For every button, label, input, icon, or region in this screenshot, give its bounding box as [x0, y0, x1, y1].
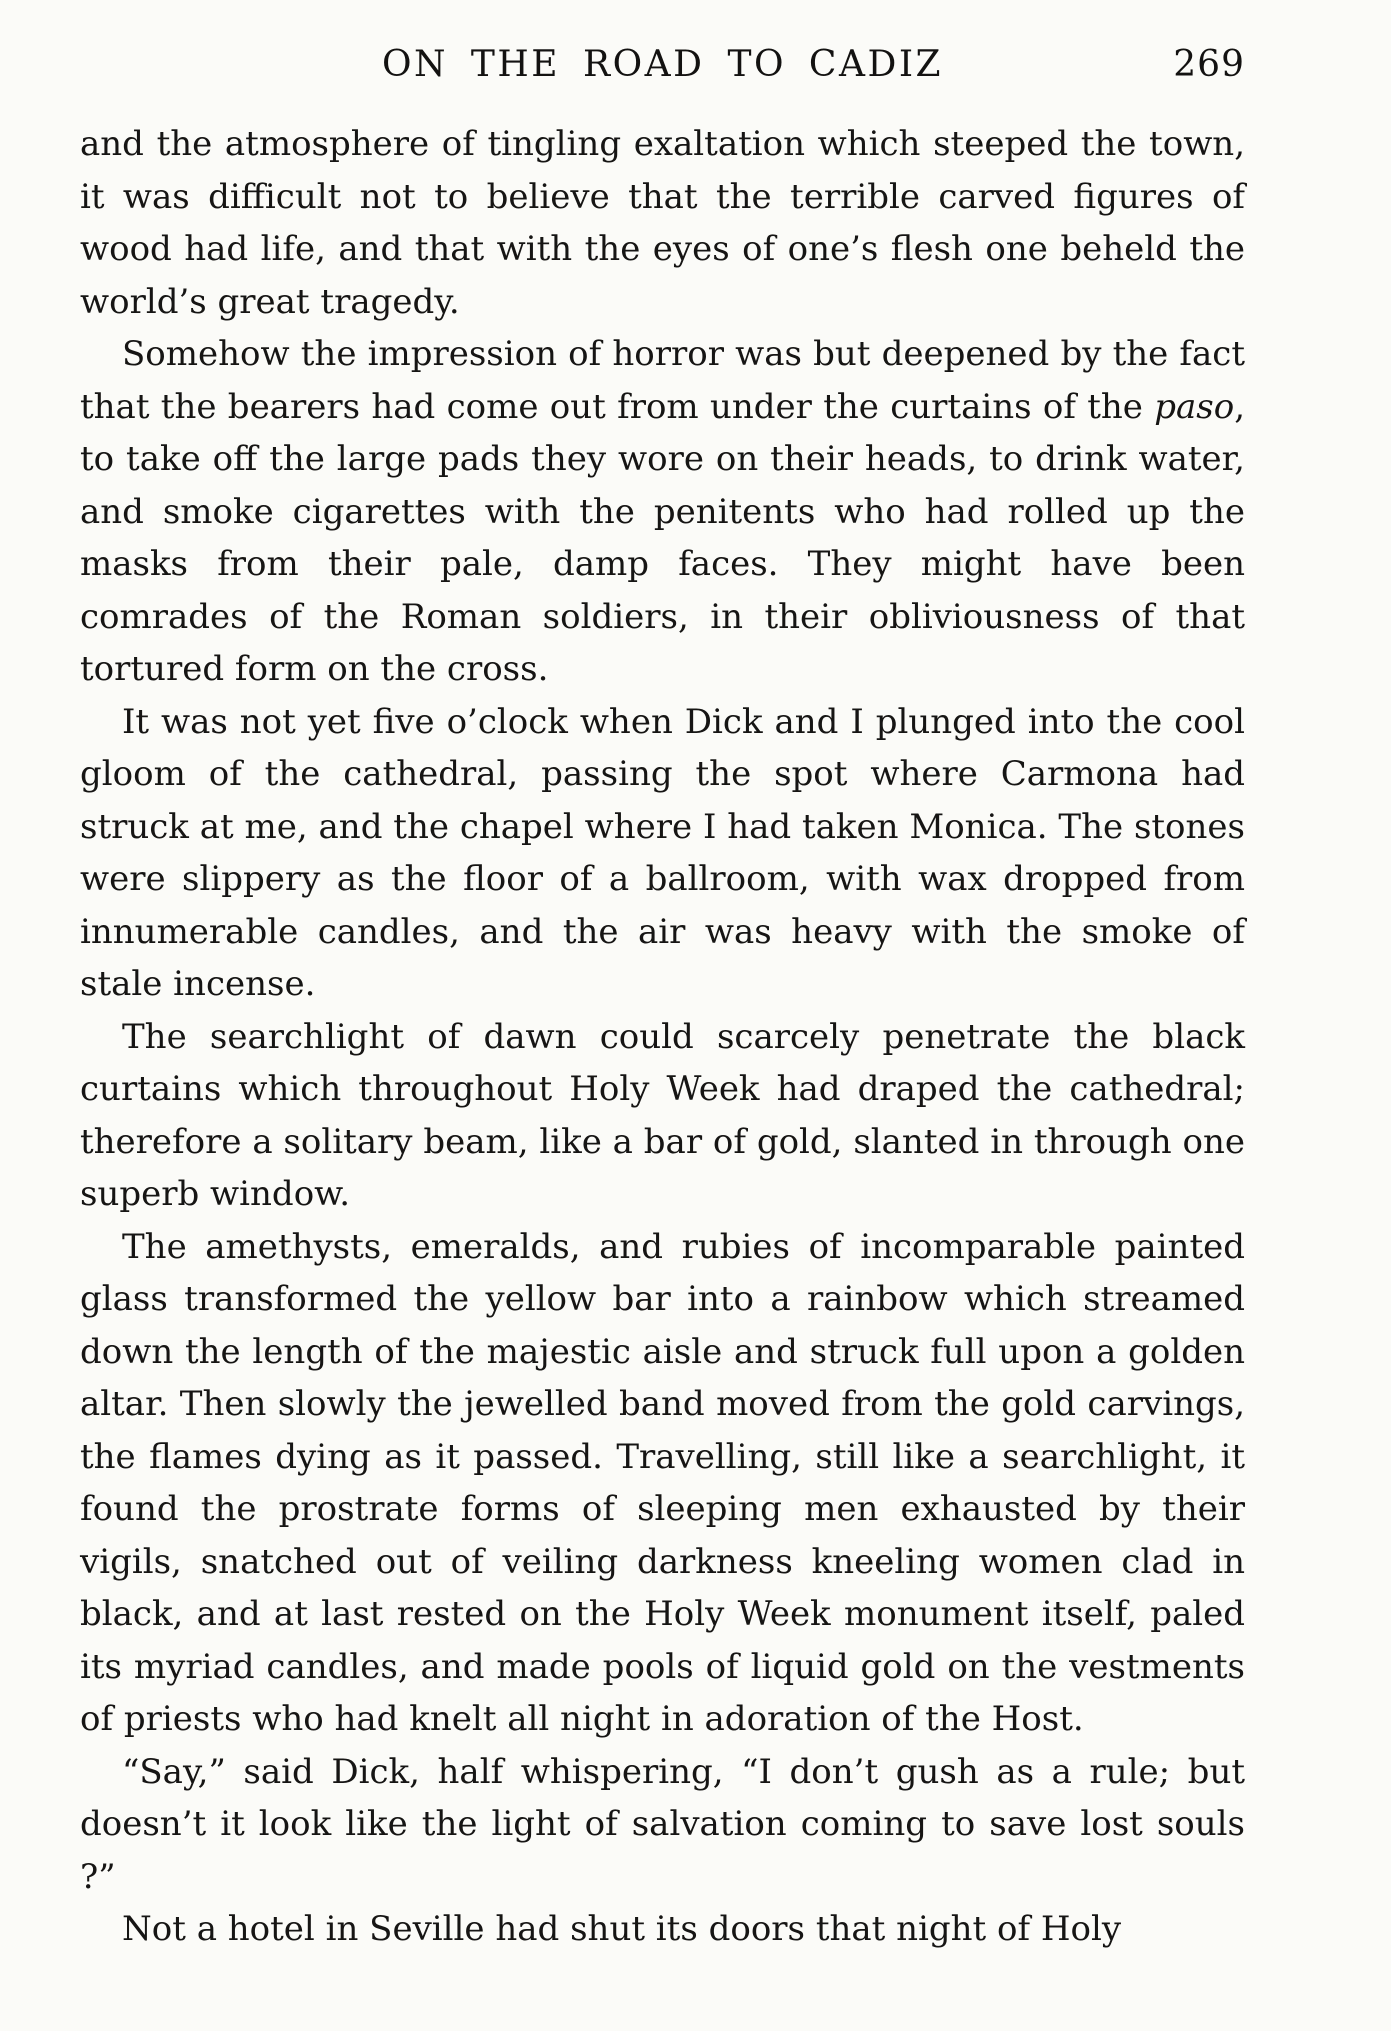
chapter-title: ON THE ROAD TO CADIZ — [381, 44, 944, 85]
body-text — [80, 118, 1245, 1956]
text-run: The amethysts, emeralds, and rubies of incomparable painted glass transformed the yellow bar into a rainbow which streamed down the length of the majestic aisle and struck full upon a golden altar. Then slowly the jewelled band moved from the gold carvings, the flames dying as it passed. Travelling, still like a searchlight, it found the prostrate forms of sleeping men exhausted by their vigils, snatched out of veiling darkness kneeling women clad in black, and at last rested on the Holy Week monument itself, paled its myriad candles, and made pools of liquid gold on the vestments of priests who had knelt all night in adoration of the Host. — [80, 1226, 1245, 1739]
running-head — [80, 44, 1245, 94]
paragraph — [80, 328, 1245, 696]
text-run: Not a hotel in Seville had shut its doors that night of Holy — [122, 1909, 1122, 1949]
text-run: , to take off the large pads they wore on their heads, to drink water, and smoke cigarettes with the penitents who had rolled up the masks from their pale, damp faces. They might have been comrades of the Roman soldiers, in their obliviousness of that tortured form on the cross. — [80, 386, 1245, 689]
paragraph — [80, 1011, 1245, 1221]
text-run: “Say,” said Dick, half whispering, “I don’t gush as a rule; but doesn’t it look like the light of salvation coming to save lost souls ?” — [80, 1751, 1245, 1897]
paragraph — [80, 696, 1245, 1011]
paragraph — [80, 1903, 1245, 1956]
text-run: It was not yet five o’clock when Dick and I plunged into the cool gloom of the cathedral, passing the spot where Carmona had struck at me, and the chapel where I had taken Monica. The stones were slippery as the floor of a ballroom, with wax dropped from innumerable candles, and the air was heavy with the smoke of stale incense. — [80, 701, 1245, 1004]
paragraph — [80, 1746, 1245, 1904]
paragraph — [80, 1221, 1245, 1746]
page-number: 269 — [1173, 44, 1245, 85]
paragraph — [80, 118, 1245, 328]
text-run: and the atmosphere of tingling exaltation which steeped the town, it was difficult not to believe that the terrible carved figures of wood had life, and that with the eyes of one’s flesh one beheld the world’s great tragedy. — [80, 124, 1245, 322]
text-run: The searchlight of dawn could scarcely penetrate the black curtains which throughout Holy Week had draped the cathedral; therefore a solitary beam, like a bar of gold, slanted in through one superb window. — [80, 1016, 1245, 1214]
italic-text-run: paso — [1154, 386, 1235, 427]
text-run: Somehow the impression of horror was but deepened by the fact that the bearers had come out from under the curtains of the — [80, 334, 1245, 427]
